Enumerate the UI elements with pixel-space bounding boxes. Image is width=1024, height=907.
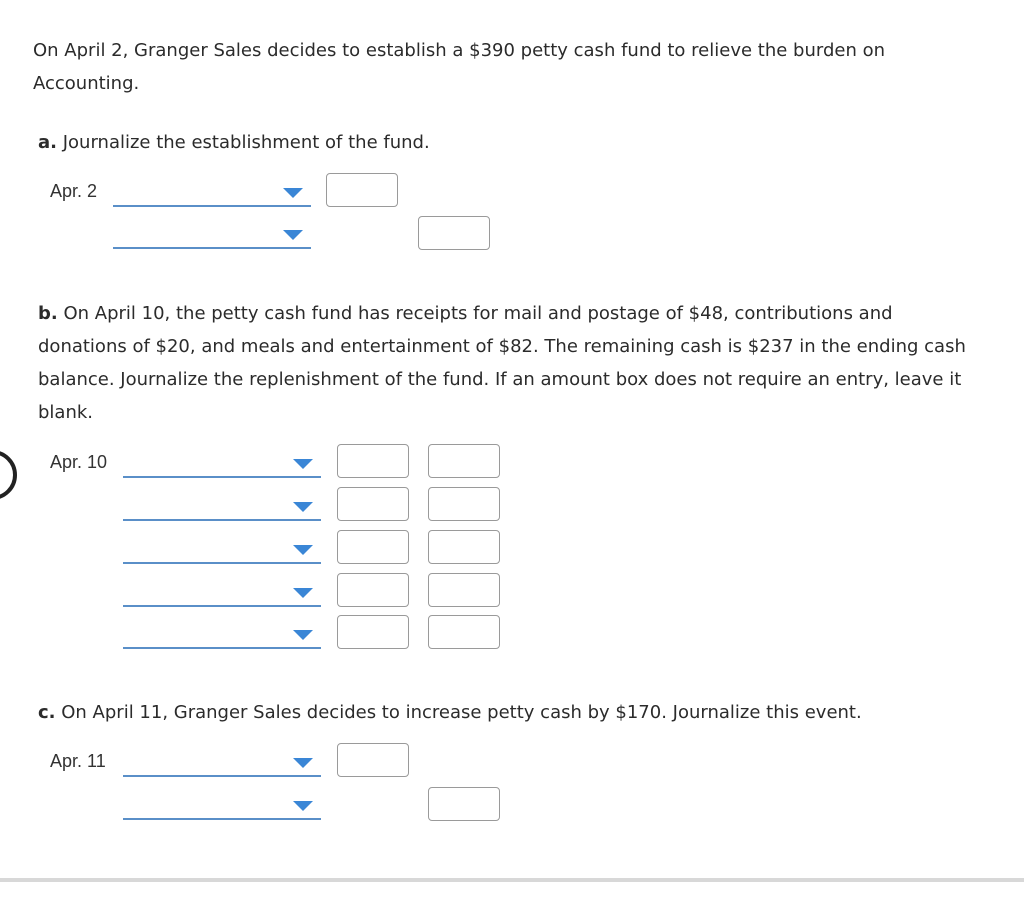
credit-amount-a-2[interactable]	[418, 216, 490, 250]
debit-amount-b-2[interactable]	[337, 487, 409, 521]
dropdown-arrow-icon	[293, 459, 313, 469]
bottom-divider	[0, 878, 1024, 882]
debit-amount-b-3[interactable]	[337, 530, 409, 564]
account-dropdown-a-2[interactable]	[113, 219, 311, 249]
part-c-instruction	[38, 696, 862, 729]
account-dropdown-b-1[interactable]	[123, 448, 321, 478]
intro-line-2: Accounting.	[33, 73, 140, 94]
dropdown-arrow-icon	[293, 502, 313, 512]
part-a-label: a.	[38, 132, 57, 153]
debit-amount-b-4[interactable]	[337, 573, 409, 607]
debit-amount-a-1[interactable]	[326, 173, 398, 207]
part-b-label: b.	[38, 303, 58, 324]
debit-amount-c-1[interactable]	[337, 743, 409, 777]
credit-amount-b-5[interactable]	[428, 615, 500, 649]
part-a-text: Journalize the establishment of the fund.	[62, 132, 430, 153]
credit-amount-b-4[interactable]	[428, 573, 500, 607]
date-apr-11: Apr. 11	[50, 751, 106, 771]
dropdown-arrow-icon	[293, 630, 313, 640]
part-a-instruction	[38, 126, 430, 159]
part-b-text-1: On April 10, the petty cash fund has receipts for mail and postage of $48, contributions and	[63, 303, 893, 324]
dropdown-arrow-icon	[293, 588, 313, 598]
credit-amount-b-1[interactable]	[428, 444, 500, 478]
dropdown-arrow-icon	[293, 545, 313, 555]
dropdown-arrow-icon	[283, 188, 303, 198]
credit-amount-c-2[interactable]	[428, 787, 500, 821]
account-dropdown-b-5[interactable]	[123, 619, 321, 649]
date-apr-2: Apr. 2	[50, 181, 98, 201]
account-dropdown-c-1[interactable]	[123, 747, 321, 777]
account-dropdown-a-1[interactable]	[113, 177, 311, 207]
part-b-line-4: blank.	[38, 402, 94, 423]
dropdown-arrow-icon	[283, 230, 303, 240]
part-b-line-3: balance. Journalize the replenishment of the fund. If an amount box does not require an entry, leave it	[38, 369, 962, 390]
account-dropdown-b-4[interactable]	[123, 577, 321, 607]
credit-amount-b-2[interactable]	[428, 487, 500, 521]
dropdown-arrow-icon	[293, 758, 313, 768]
intro-line-1: On April 2, Granger Sales decides to establish a $390 petty cash fund to relieve the burden on	[33, 40, 885, 61]
part-b-line-2: donations of $20, and meals and entertainment of $82. The remaining cash is $237 in the ending cash	[38, 336, 966, 357]
account-dropdown-b-2[interactable]	[123, 491, 321, 521]
part-b-line-1	[38, 297, 893, 330]
credit-amount-b-3[interactable]	[428, 530, 500, 564]
dropdown-arrow-icon	[293, 801, 313, 811]
account-dropdown-b-3[interactable]	[123, 534, 321, 564]
date-apr-10: Apr. 10	[50, 452, 108, 472]
focus-circle-marker	[0, 450, 17, 500]
part-c-text: On April 11, Granger Sales decides to increase petty cash by $170. Journalize this event.	[61, 702, 862, 723]
account-dropdown-c-2[interactable]	[123, 790, 321, 820]
debit-amount-b-1[interactable]	[337, 444, 409, 478]
debit-amount-b-5[interactable]	[337, 615, 409, 649]
part-c-label: c.	[38, 702, 56, 723]
